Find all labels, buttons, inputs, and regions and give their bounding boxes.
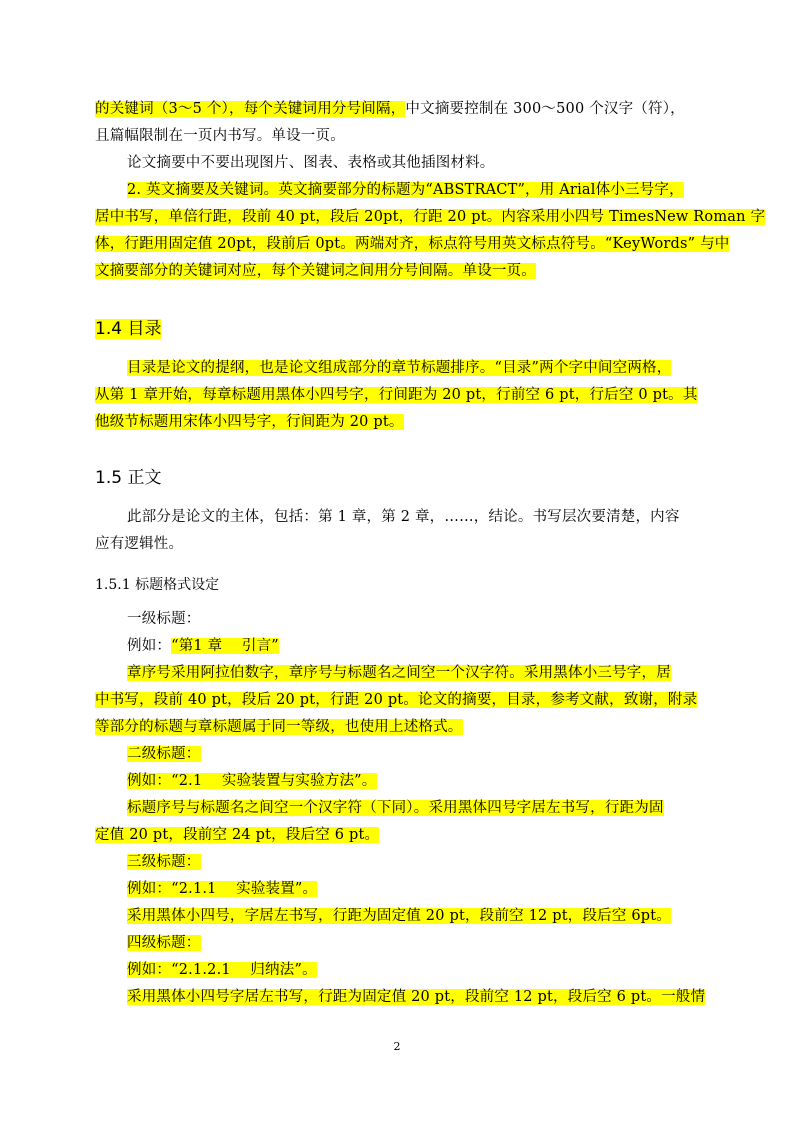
text-line [127, 931, 201, 955]
text-line [127, 904, 671, 928]
text-line [127, 850, 201, 874]
text-line [127, 178, 684, 202]
highlighted-text: 体，行距用固定值 20pt，段前后 0pt。两端对齐，标点符号用英文标点符号。“KeyWords” 与中 [95, 236, 730, 252]
highlighted-text: 四级标题： [127, 935, 201, 951]
page-number: 2 [393, 1040, 401, 1053]
highlighted-text: 例如：“2.1 实验装置与实验方法”。 [127, 773, 377, 789]
highlighted-text: 章序号采用阿拉伯数字，章序号与标题名之间空一个汉字符。采用黑体小三号字，居 [127, 665, 671, 681]
highlighted-text: 居中书写，单倍行距，段前 40 pt，段后 20pt，行距 20 pt。内容采用小四号 TimesNew Roman 字 [95, 209, 766, 225]
plain-text: 例如： [127, 638, 172, 654]
text-line [127, 742, 201, 766]
highlighted-text: 二级标题： [127, 746, 201, 762]
highlighted-text: 等部分的标题与章标题属于同一等级，也使用上述格式。 [95, 719, 463, 735]
highlighted-text: 1.4 目录 [95, 319, 162, 339]
highlighted-text: 文摘要部分的关键词对应，每个关键词之间用分号间隔。单设一页。 [95, 263, 536, 279]
highlighted-text: 中书写，段前 40 pt，段后 20 pt，行距 20 pt。论文的摘要，目录，参考文献，致谢，附录 [95, 692, 698, 708]
text-line [95, 97, 685, 121]
highlighted-text: 定值 20 pt，段前空 24 pt，段后空 6 pt。 [95, 827, 380, 843]
highlighted-text: 采用黑体小四号，字居左书写，行距为固定值 20 pt，段前空 12 pt，段后空 6pt。 [127, 908, 671, 924]
subsection-heading-1-5-1: 1.5.1 标题格式设定 [95, 577, 220, 593]
text-line: 此部分是论文的主体，包括：第 1 章，第 2 章，……，结论。书写层次要清楚，内容 [127, 509, 680, 525]
highlighted-text: 标题序号与标题名之间空一个汉字符（下同）。采用黑体四号字居左书写，行距为固 [127, 800, 664, 816]
text-line: 一级标题： [127, 611, 201, 627]
text-line [95, 232, 729, 256]
text-line [127, 985, 705, 1009]
highlighted-text: 采用黑体小四号字居左书写，行距为固定值 20 pt，段前空 12 pt，段后空 6 pt。一般情 [127, 989, 706, 1005]
text-line [95, 688, 697, 712]
text-line [95, 383, 698, 407]
text-line [127, 769, 377, 793]
text-line [127, 661, 671, 685]
highlighted-text: 目录是论文的提纲，也是论文组成部分的章节标题排序。“目录”两个字中间空两格， [127, 360, 672, 376]
text-line [95, 823, 379, 847]
highlighted-text: 2. 英文摘要及关键词。英文摘要部分的标题为“ABSTRACT”，用 Arial体小三号字， [127, 182, 684, 198]
section-heading-1-5: 1.5 正文 [95, 468, 162, 488]
text-line: 论文摘要中不要出现图片、图表、表格或其他插图材料。 [127, 155, 495, 171]
text-line [95, 410, 404, 434]
highlighted-text: 例如：“2.1.2.1 归纳法”。 [127, 962, 317, 978]
text-line [127, 634, 279, 658]
highlighted-text: 他级节标题用宋体小四号字，行间距为 20 pt。 [95, 414, 404, 430]
text-line: 且篇幅限制在一页内书写。单设一页。 [95, 128, 345, 144]
text-line [127, 877, 317, 901]
text-line [127, 958, 317, 982]
text-line [95, 205, 765, 229]
highlighted-text: 的关键词（3～5 个），每个关键词用分号间隔， [95, 101, 406, 117]
text-line [127, 796, 664, 820]
highlighted-text: “第1 章 引言” [171, 638, 279, 654]
section-heading-1-4 [95, 316, 161, 342]
highlighted-text: 例如：“2.1.1 实验装置”。 [127, 881, 318, 897]
text-line [95, 715, 463, 739]
highlighted-text: 三级标题： [127, 854, 201, 870]
text-line [95, 259, 536, 283]
text-line: 应有逻辑性。 [95, 536, 184, 552]
highlighted-text: 从第 1 章开始，每章标题用黑体小四号字，行间距为 20 pt，行前空 6 pt，行后空 0 pt。其 [95, 387, 698, 403]
text-line [127, 356, 671, 380]
plain-text: 中文摘要控制在 300～500 个汉字（符）， [405, 101, 685, 117]
